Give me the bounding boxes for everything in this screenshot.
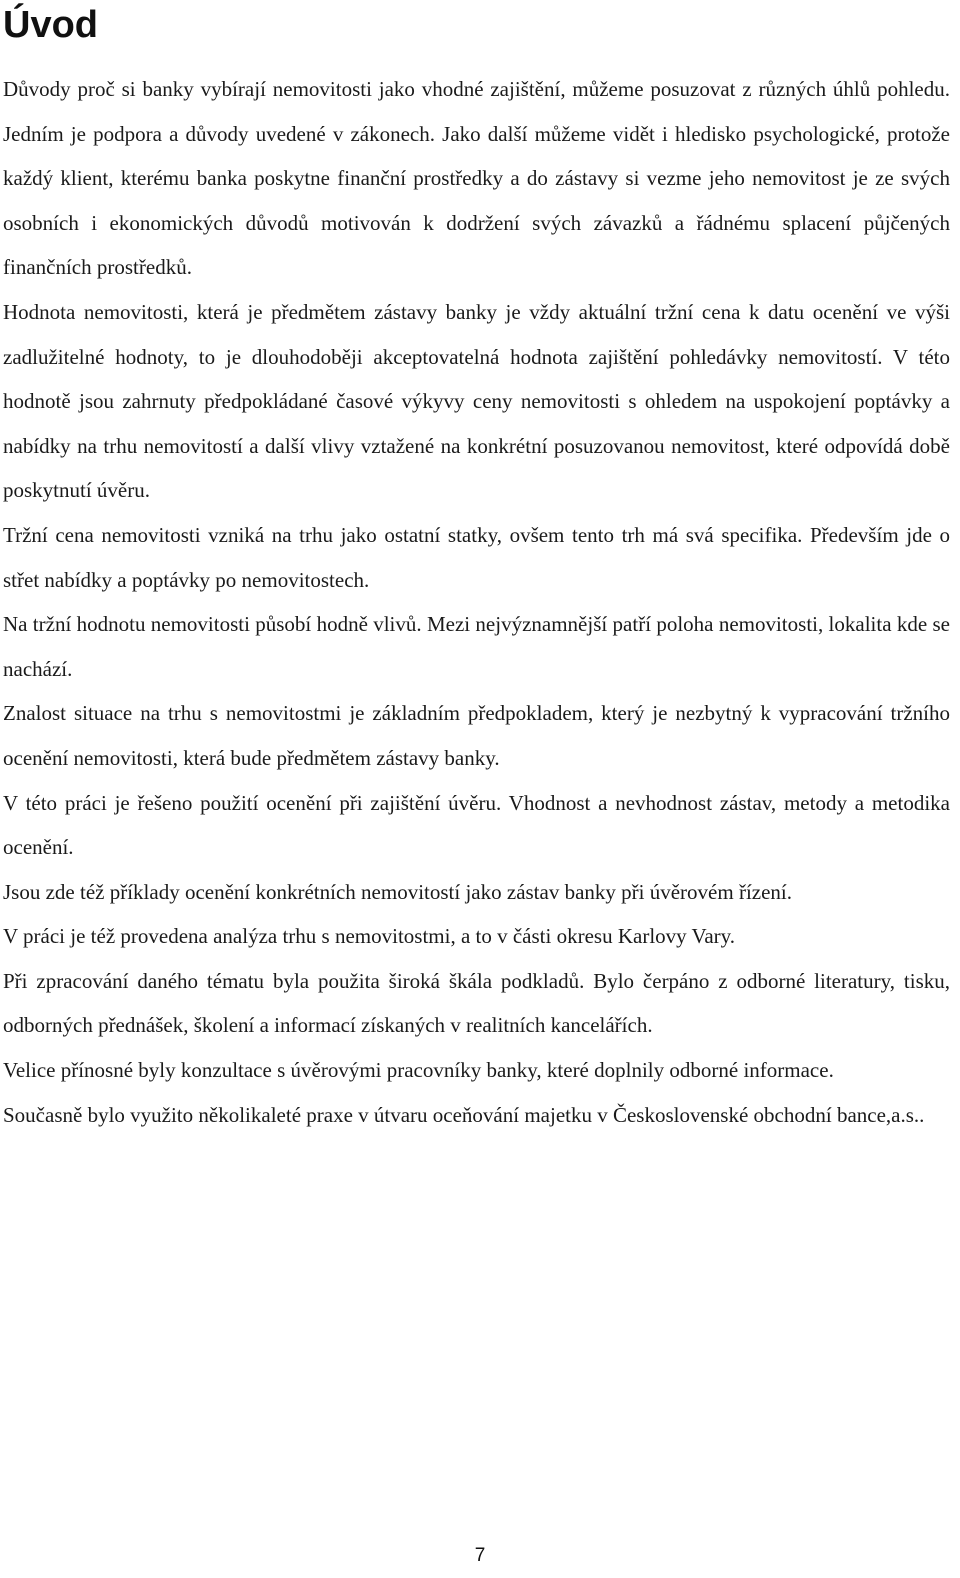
page-title: Úvod <box>3 4 98 46</box>
paragraph-value: Hodnota nemovitosti, která je předmětem zástavy banky je vždy aktuální tržní cena k datu ocenění ve výši zadlužitelné hodnoty, to je dlouhodoběji akceptovatelná hodnota zajištění pohledávky nemovitostí. V této hodnotě jsou zahrnuty předpokládané časové výkyvy ceny nemovitosti s ohledem na uspokojení poptávky a nabídky na trhu nemovitostí a další vlivy vztažené na konkrétní posuzovanou nemovitost, které odpovídá době poskytnutí úvěru. <box>3 299 950 503</box>
paragraph-examples: Jsou zde též příklady ocenění konkrétních nemovitostí jako zástav banky při úvěrovém řízení. <box>3 879 793 904</box>
paragraph-analysis: V práci je též provedena analýza trhu s nemovitostmi, a to v části okresu Karlovy Vary. <box>3 924 736 949</box>
paragraph-sources: Při zpracování daného tématu byla použita široká škála podkladů. Bylo čerpáno z odborné literatury, tisku, odborných přednášek, školení a informací získaných v realitních kancelářích. <box>3 968 950 1038</box>
body-text <box>3 67 950 1137</box>
paragraph-practice: Současně bylo využito několikaleté praxe v útvaru oceňování majetku v Československé obchodní bance,a.s.. <box>3 1102 925 1127</box>
page-number: 7 <box>474 1545 486 1566</box>
paragraph-influences: Na tržní hodnotu nemovitosti působí hodně vlivů. Mezi nejvýznamnější patří poloha nemovitosti, lokalita kde se nachází. <box>3 612 950 681</box>
paragraph-consultations: Velice přínosné byly konzultace s úvěrovými pracovníky banky, které doplnily odborné informace. <box>3 1058 834 1083</box>
paragraph-market-price: Tržní cena nemovitosti vzniká na trhu jako ostatní statky, ovšem tento trh má svá specifika. Především jde o střet nabídky a poptávky po nemovitostech. <box>3 522 950 592</box>
paragraph-this-work: V této práci je řešeno použití ocenění při zajištění úvěru. Vhodnost a nevhodnost zástav, metody a metodika ocenění. <box>3 790 950 860</box>
paragraph-intro: Důvody proč si banky vybírají nemovitosti jako vhodné zajištění, můžeme posuzovat z různých úhlů pohledu. Jedním je podpora a důvody uvedené v zákonech. Jako další můžeme vidět i hledisko psychologické, protože každý klient, kterému banka poskytne finanční prostředky a do zástavy si vezme jeho nemovitost je ze svých osobních i ekonomických důvodů motivován k dodržení svých závazků a řádnému splacení půjčených finančních prostředků. <box>3 77 950 280</box>
paragraph-knowledge: Znalost situace na trhu s nemovitostmi je základním předpokladem, který je nezbytný k vypracování tržního ocenění nemovitosti, která bude předmětem zástavy banky. <box>3 701 950 770</box>
